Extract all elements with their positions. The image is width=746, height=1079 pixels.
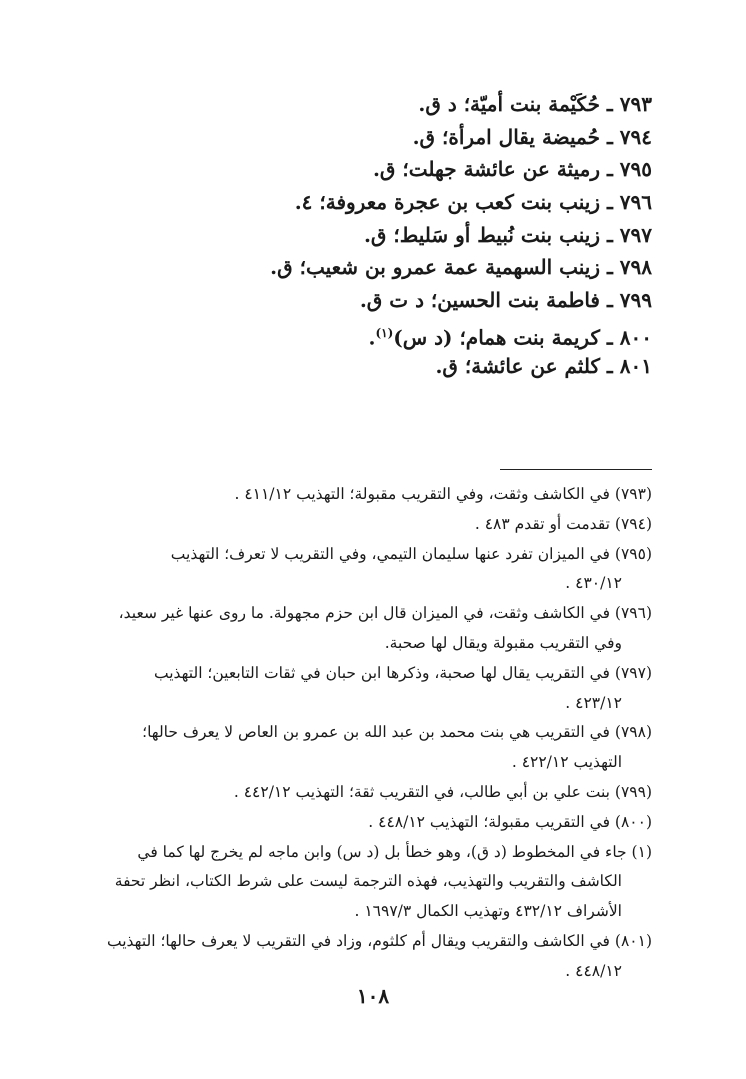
footnote-list: [94, 480, 652, 987]
footnote-796: (٧٩٦) في الكاشف وثقت، في الميزان قال ابن حزم مجهولة. ما روى عنها غير سعيد،: [118, 604, 652, 623]
entry-800-text: ٨٠٠ ـ كريمة بنت همام؛ (د س): [393, 325, 652, 350]
footnote-1-cont-b: الأشراف ٤٣٢/١٢ وتهذيب الكمال ١٦٩٧/٣ .: [354, 902, 622, 921]
footnote-1: (١) جاء في المخطوط (د ق)، وهو خطأ بل (د س) وابن ماجه لم يخرج لها كما في: [137, 842, 652, 861]
footnote-796-cont: وفي التقريب مقبولة ويقال لها صحبة.: [384, 633, 622, 652]
footnote-798-cont: التهذيب ٤٢٢/١٢ .: [511, 753, 622, 772]
entry-list: [92, 88, 652, 382]
entry-795: ٧٩٥ ـ رميثة عن عائشة جهلت؛ ق.: [372, 157, 652, 182]
footnote-794: (٧٩٤) تقدمت أو تقدم ٤٨٣ .: [474, 514, 652, 533]
footnote-798: (٧٩٨) في التقريب هي بنت محمد بن عبد الله بن عمرو بن العاص لا يعرف حالها؛: [142, 723, 652, 742]
footnote-separator: [500, 469, 652, 470]
footnote-795: (٧٩٥) في الميزان تفرد عنها سليمان التيمي، وفي التقريب لا تعرف؛ التهذيب: [170, 544, 652, 563]
footnote-801-cont: ٤٤٨/١٢ .: [565, 961, 622, 980]
footnote-1-cont-a: الكاشف والتقريب والتهذيب، فهذه الترجمة ليست على شرط الكتاب، انظر تحفة: [114, 872, 622, 891]
footnote-800: (٨٠٠) في التقريب مقبولة؛ التهذيب ٤٤٨/١٢ .: [368, 812, 652, 831]
footnote-793: (٧٩٣) في الكاشف وثقت، وفي التقريب مقبولة؛ التهذيب ٤١١/١٢ .: [234, 485, 652, 503]
entry-797: ٧٩٧ ـ زينب بنت نُبيط أو سَليط؛ ق.: [363, 222, 652, 247]
entry-800-end: .: [368, 325, 376, 350]
footnote-801: (٨٠١) في الكاشف والتقريب ويقال أم كلثوم، وزاد في التقريب لا يعرف حالها؛ التهذيب: [107, 931, 652, 950]
footnote-797: (٧٩٧) في التقريب يقال لها صحبة، وذكرها ابن حبان في ثقات التابعين؛ التهذيب: [153, 663, 652, 682]
entry-799: ٧٩٩ ـ فاطمة بنت الحسين؛ د ت ق.: [359, 288, 652, 313]
entry-800: [92, 317, 652, 350]
entry-798: ٧٩٨ ـ زينب السهمية عمة عمرو بن شعيب؛ ق.: [270, 255, 652, 280]
entry-794: ٧٩٤ ـ حُميضة يقال امرأة؛ ق.: [412, 124, 652, 149]
page-number: ١٠٨: [356, 984, 390, 1008]
footnote-797-cont: ٤٢٣/١٢ .: [565, 693, 622, 712]
footnote-799: (٧٩٩) بنت علي بن أبي طالب، في التقريب ثقة؛ التهذيب ٤٤٢/١٢ .: [233, 782, 652, 801]
entry-796: ٧٩٦ ـ زينب بنت كعب بن عجرة معروفة؛ ٤.: [294, 190, 652, 215]
entry-793: ٧٩٣ ـ حُكَيْمة بنت أميّة؛ د ق.: [418, 92, 652, 116]
footnote-mark: (١): [375, 325, 394, 340]
footnote-795-cont: ٤٣٠/١٢ .: [565, 574, 622, 593]
entry-801: ٨٠١ ـ كلثم عن عائشة؛ ق.: [435, 353, 652, 378]
